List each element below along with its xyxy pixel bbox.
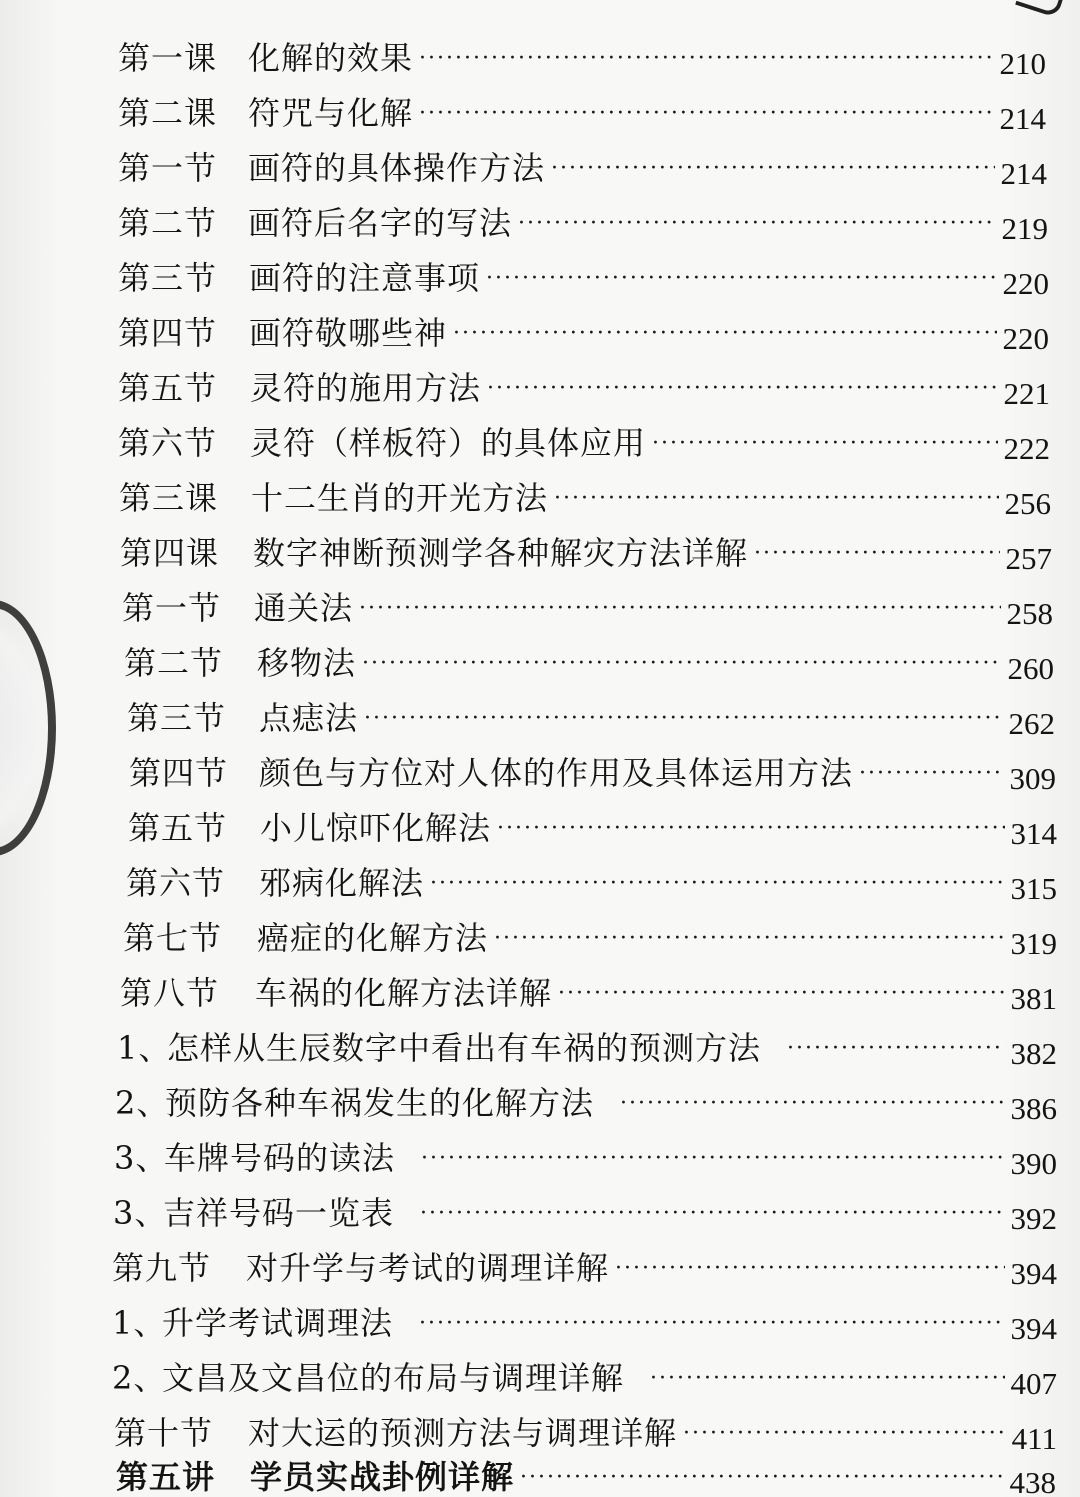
toc-entry-label: 1、 xyxy=(112,1304,167,1342)
toc-entry-page: 382 xyxy=(1010,1036,1057,1071)
toc-entry[interactable] xyxy=(127,688,1055,741)
toc-entry-page: 392 xyxy=(1010,1201,1057,1236)
toc-leader-dots xyxy=(859,759,1003,789)
toc-entry-label: 2、 xyxy=(115,1084,170,1122)
toc-entry[interactable] xyxy=(118,193,1048,246)
toc-entry[interactable] xyxy=(120,963,1057,1016)
toc-entry-page: 219 xyxy=(1001,211,1048,246)
toc-entry-page: 214 xyxy=(999,101,1046,136)
toc-entry[interactable] xyxy=(118,83,1046,136)
toc-leader-dots xyxy=(615,1254,1004,1284)
toc-entry-page: 260 xyxy=(1007,651,1054,686)
toc-entry[interactable] xyxy=(118,303,1049,356)
toc-entry-title: 点痣法 xyxy=(259,699,359,737)
toc-entry-title: 学员实战卦例详解 xyxy=(250,1458,515,1496)
toc-leader-dots xyxy=(652,429,997,459)
toc-entry[interactable] xyxy=(126,853,1057,906)
toc-leader-dots xyxy=(430,869,1004,899)
toc-leader-dots xyxy=(620,1089,1004,1119)
toc-entry-label: 第九节 xyxy=(112,1249,212,1287)
toc-entry[interactable] xyxy=(122,578,1053,631)
toc-leader-dots xyxy=(558,979,1004,1009)
toc-entry-label: 第七节 xyxy=(123,919,223,957)
toc-entry[interactable] xyxy=(118,28,1046,81)
toc-entry[interactable] xyxy=(114,1128,1057,1181)
toc-entry-label: 第三节 xyxy=(127,699,227,737)
toc-leader-dots xyxy=(419,1309,1004,1339)
toc-leader-dots xyxy=(453,319,996,349)
toc-entry-title: 癌症的化解方法 xyxy=(257,919,489,957)
toc-entry[interactable] xyxy=(117,1018,1057,1071)
toc-entry[interactable] xyxy=(112,1293,1057,1346)
toc-entry-label: 第四节 xyxy=(118,314,218,352)
toc-entry[interactable] xyxy=(128,798,1057,851)
toc-leader-dots xyxy=(494,924,1004,954)
toc-entry-page: 220 xyxy=(1002,321,1049,356)
toc-entry-label: 第五节 xyxy=(118,369,218,407)
toc-entry-title: 画符的注意事项 xyxy=(249,259,481,297)
toc-entry-title: 邪病化解法 xyxy=(259,864,425,902)
toc-entry-label: 第二课 xyxy=(118,94,218,132)
toc-entry[interactable] xyxy=(116,1457,1056,1497)
toc-entry-page: 257 xyxy=(1005,541,1052,576)
toc-leader-dots xyxy=(487,374,997,404)
toc-entry-title: 吉祥号码一览表 xyxy=(163,1194,395,1232)
toc-entry-page: 221 xyxy=(1003,376,1050,411)
toc-entry-title: 移物法 xyxy=(257,644,357,682)
toc-entry[interactable] xyxy=(112,1238,1057,1291)
toc-entry-label: 第一课 xyxy=(118,39,218,77)
toc-entry-title: 画符后名字的写法 xyxy=(248,204,513,242)
toc-entry-title: 怎样从生辰数字中看出有车祸的预测方法 xyxy=(167,1029,762,1067)
toc-entry-title: 数字神断预测学各种解灾方法详解 xyxy=(253,534,749,572)
toc-entry-title: 对升学与考试的调理详解 xyxy=(246,1249,610,1287)
toc-entry-page: 386 xyxy=(1010,1091,1057,1126)
toc-entry-title: 车牌号码的读法 xyxy=(164,1139,396,1177)
toc-entry-title: 颜色与方位对人体的作用及具体运用方法 xyxy=(259,754,854,792)
toc-entry-title: 十二生肖的开光方法 xyxy=(251,479,549,517)
toc-entry-page: 315 xyxy=(1010,871,1057,906)
toc-leader-dots xyxy=(362,649,1001,679)
toc-entry-title: 车祸的化解方法详解 xyxy=(255,974,553,1012)
toc-entry-label: 第一节 xyxy=(118,149,218,187)
toc-entry-label: 第一节 xyxy=(122,589,222,627)
toc-entry[interactable] xyxy=(112,1348,1057,1401)
toc-entry-page: 381 xyxy=(1010,981,1057,1016)
toc-leader-dots xyxy=(551,154,994,184)
toc-entry-title: 文昌及文昌位的布局与调理详解 xyxy=(162,1359,625,1397)
toc-entry-page: 220 xyxy=(1002,266,1049,301)
toc-entry-page: 314 xyxy=(1010,816,1057,851)
toc-entry-label: 1、 xyxy=(117,1029,172,1067)
toc-entry-label: 3、 xyxy=(114,1139,169,1177)
toc-entry-page: 438 xyxy=(1009,1465,1056,1497)
toc-entry-label: 第六节 xyxy=(118,424,218,462)
toc-entry[interactable] xyxy=(119,468,1051,521)
toc-entry-page: 210 xyxy=(999,46,1046,81)
toc-leader-dots xyxy=(554,484,998,514)
toc-entry-label: 第三课 xyxy=(119,479,219,517)
toc-entry-label: 3、 xyxy=(113,1194,168,1232)
toc-entry-title: 灵符（样板符）的具体应用 xyxy=(250,424,647,462)
toc-leader-dots xyxy=(754,539,999,569)
toc-leader-dots xyxy=(787,1034,1004,1064)
toc-entry-label: 第二节 xyxy=(124,644,224,682)
toc-entry-page: 222 xyxy=(1003,431,1050,466)
toc-entry-title: 通关法 xyxy=(254,589,354,627)
toc-entry[interactable] xyxy=(124,633,1054,686)
toc-entry-page: 394 xyxy=(1010,1311,1057,1346)
toc-entry-label: 第十节 xyxy=(114,1414,214,1452)
toc-entry-title: 化解的效果 xyxy=(248,39,414,77)
toc-entry[interactable] xyxy=(118,138,1047,191)
toc-entry-label: 第四课 xyxy=(120,534,220,572)
toc-entry-page: 262 xyxy=(1008,706,1055,741)
toc-entry[interactable] xyxy=(114,1403,1057,1456)
toc-entry-title: 升学考试调理法 xyxy=(162,1304,394,1342)
toc-entry[interactable] xyxy=(118,358,1050,411)
toc-leader-dots xyxy=(420,1199,1004,1229)
toc-leader-dots xyxy=(419,44,993,74)
toc-entry[interactable] xyxy=(115,1073,1057,1126)
toc-entry-label: 第四节 xyxy=(129,754,229,792)
toc-entry[interactable] xyxy=(113,1183,1057,1236)
toc-entry-label: 2、 xyxy=(112,1359,167,1397)
toc-entry-label: 第五节 xyxy=(128,809,228,847)
toc-entry-label: 第五讲 xyxy=(116,1458,216,1496)
toc-entry[interactable] xyxy=(118,413,1050,466)
toc-entry-label: 第八节 xyxy=(120,974,220,1012)
toc-entry-label: 第二节 xyxy=(118,204,218,242)
toc-entry-label: 第三节 xyxy=(118,259,218,297)
toc-entry-title: 小儿惊吓化解法 xyxy=(260,809,492,847)
toc-entry[interactable] xyxy=(123,908,1057,961)
toc-entry[interactable] xyxy=(118,248,1049,301)
toc-leader-dots xyxy=(683,1419,1006,1449)
toc-leader-dots xyxy=(650,1364,1004,1394)
toc-leader-dots xyxy=(419,99,993,129)
toc-entry-page: 411 xyxy=(1011,1421,1057,1456)
toc-entry-label: 第六节 xyxy=(126,864,226,902)
toc-entry-page: 258 xyxy=(1006,596,1053,631)
toc-entry-page: 309 xyxy=(1009,761,1056,796)
toc-entry[interactable] xyxy=(120,523,1052,576)
toc-leader-dots xyxy=(497,814,1004,844)
toc-entry-title: 画符的具体操作方法 xyxy=(248,149,546,187)
toc-leader-dots xyxy=(359,594,1000,624)
toc-leader-dots xyxy=(364,704,1002,734)
toc-entry-page: 390 xyxy=(1010,1146,1057,1181)
toc-leader-dots xyxy=(520,1463,1003,1493)
toc-entry-page: 256 xyxy=(1004,486,1051,521)
toc-entry-page: 407 xyxy=(1010,1366,1057,1401)
toc-entry-title: 画符敬哪些神 xyxy=(249,314,448,352)
toc-leader-dots xyxy=(518,209,995,239)
toc-entry-title: 预防各种车祸发生的化解方法 xyxy=(165,1084,595,1122)
toc-leader-dots xyxy=(486,264,996,294)
toc-entry-page: 319 xyxy=(1010,926,1057,961)
toc-entry-title: 灵符的施用方法 xyxy=(250,369,482,407)
toc-entry[interactable] xyxy=(129,743,1056,796)
toc-entry-page: 394 xyxy=(1010,1256,1057,1291)
toc-entry-title: 对大运的预测方法与调理详解 xyxy=(248,1414,678,1452)
toc-entry-title: 符咒与化解 xyxy=(248,94,414,132)
toc-leader-dots xyxy=(421,1144,1004,1174)
toc-entry-page: 214 xyxy=(1000,156,1047,191)
